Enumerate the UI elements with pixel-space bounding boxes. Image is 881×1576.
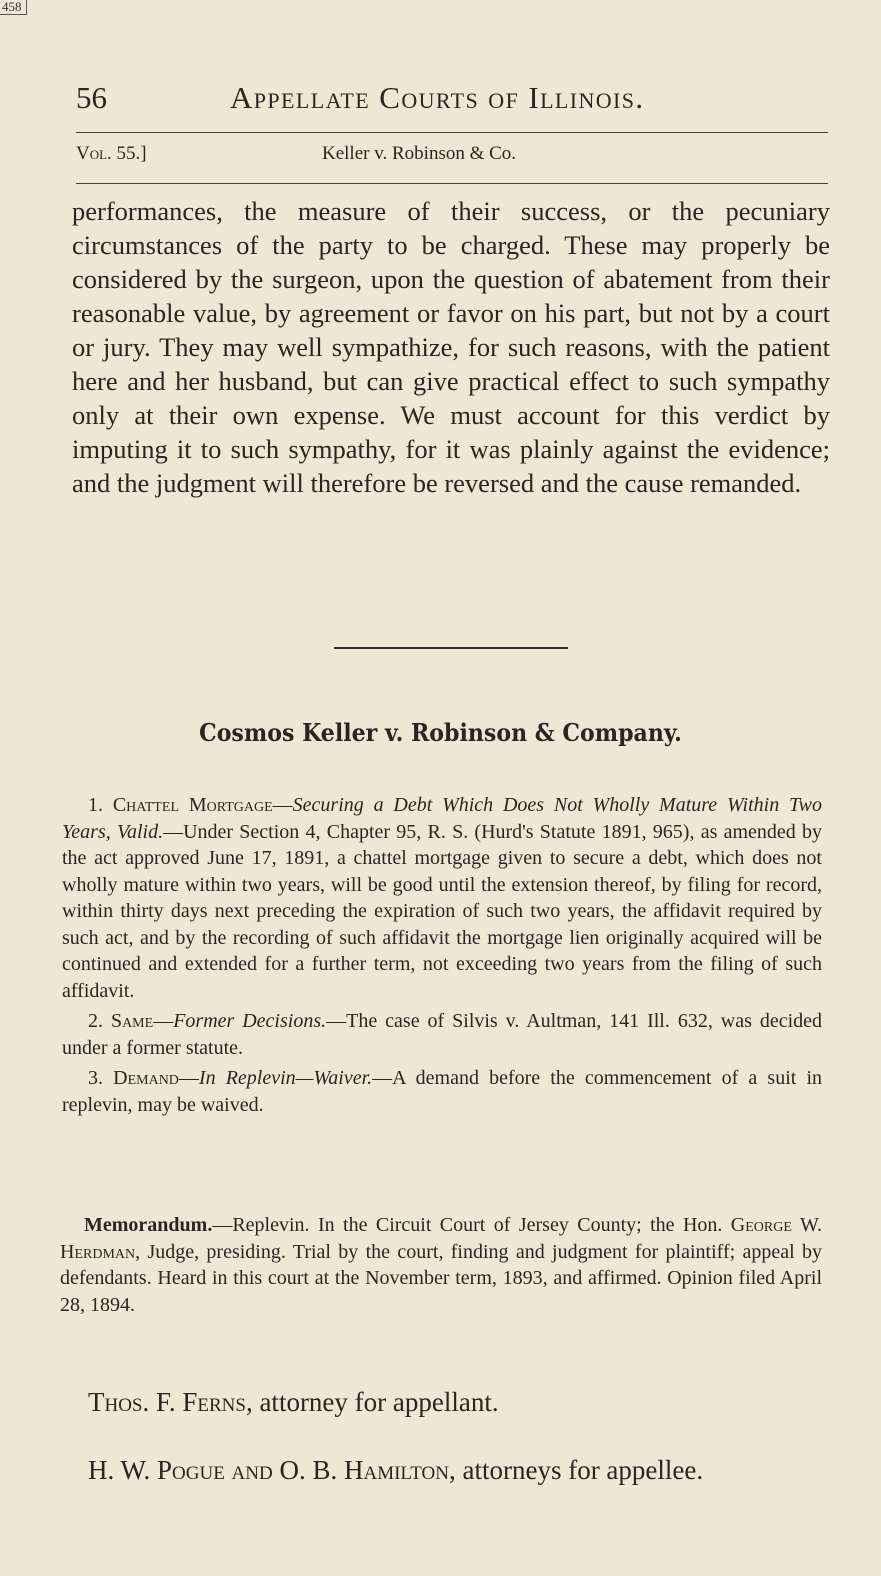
headnote-subtopic: In Replevin—Waiver. bbox=[198, 1067, 373, 1089]
case-title: Cosmos Keller v. Robinson & Company. bbox=[199, 718, 682, 747]
section-divider bbox=[334, 647, 568, 649]
running-head bbox=[76, 80, 816, 120]
headnote-subtopic: Securing a Debt Which Does Not Wholly Mature Within Two Years, Valid. bbox=[62, 794, 823, 843]
headnote-text: A demand before the commencement of a suit in replevin, may be waived. bbox=[62, 1067, 823, 1116]
headnote-3: 3. Demand—In Replevin—Waiver.—A demand before the commencement of a suit in replevin, may be waived. bbox=[62, 1067, 823, 1116]
headnote-2: 2. Same—Former Decisions.—The case of Silvis v. Aultman, 141 Ill. 632, was decided under a former statute. bbox=[62, 1010, 823, 1059]
running-title: Appellate Courts of Illinois. bbox=[230, 80, 645, 115]
memorandum-text-continued: , Judge, presiding. Trial by the court, finding and judgment for plaintiff; appeal by defendants. Heard in this court at the November term, 1893, and affirmed. Opinion filed April 28, 1894. bbox=[60, 1240, 822, 1316]
headnote-number: 3. bbox=[88, 1067, 103, 1089]
memorandum-lead: Memorandum. bbox=[84, 1214, 213, 1236]
memorandum: Memorandum.—Replevin. In the Circuit Court of Jersey County; the Hon. George W. Herdman, Judge, presiding. Trial by the court, finding and judgment for plaintiff; appeal by defendants. Heard in this court at the November term, 1893, and affirmed. Opinion filed April 28, 1894. bbox=[60, 1214, 822, 1316]
attorney-names: Thos. F. Ferns bbox=[88, 1387, 246, 1417]
headnote-subtopic: Former Decisions. bbox=[173, 1010, 327, 1032]
headnote-topic: Chattel Mortgage bbox=[112, 794, 273, 816]
attorney-names: H. W. Pogue and O. B. Hamilton bbox=[88, 1455, 449, 1485]
volume-label: Vol. 55.] bbox=[76, 143, 147, 164]
judge-name: George W. Herdman bbox=[60, 1214, 822, 1263]
case-running-head: Keller v. Robinson & Co. bbox=[322, 143, 517, 164]
page-number: 56 bbox=[76, 80, 107, 115]
headnote-number: 2. bbox=[88, 1010, 103, 1032]
opinion-text-paragraph: performances, the measure of their success, or the pecuniary circumstances of the party to be charged. These may properly be considered by the surgeon, upon the question of abatement from their reasonable value, by agreement or favor on his part, but not by a court or jury. They may well sympathize, for such reasons, with the patient here and her husband, but can give practical effect to such sympathy only at their own expense. We must account for this verdict by imputing it to such sympathy, for it was plainly against the evidence; and the judgment will therefore be reversed and the cause remanded. bbox=[72, 196, 830, 498]
headnote-number: 1. bbox=[88, 794, 103, 816]
appellant-attorney bbox=[88, 1387, 499, 1418]
headnote-text: The case of Silvis v. Aultman, 141 Ill. 632, was decided under a former statute. bbox=[62, 1010, 823, 1059]
headnote-1: 1. Chattel Mortgage—Securing a Debt Which Does Not Wholly Mature Within Two Years, Valid.—Under Section 4, Chapter 95, R. S. (Hurd's Statute 1891, 965), as amended by the act approved June 17, 1891, a chattel mortgage given to secure a debt, which does not wholly mature within two years, will be good until the extension thereof, by filing for record, within thirty days next preceding the expiration of such two years, the affidavit required by such act, and by the recording of such affidavit the mortgage lien originally acquired will be continued and extended for a further term, not exceeding two years from the filing of such affidavit. bbox=[62, 794, 823, 1002]
headnote-topic: Same bbox=[110, 1010, 154, 1032]
header-rule-bottom bbox=[76, 183, 828, 184]
headnotes bbox=[62, 792, 822, 1118]
corner-page-mark: 458 bbox=[0, 0, 27, 15]
attorney-role: , attorney for appellant. bbox=[245, 1387, 499, 1417]
memorandum-text: Replevin. In the Circuit Court of Jersey County; the Hon. bbox=[232, 1214, 731, 1236]
headnote-text: Under Section 4, Chapter 95, R. S. (Hurd's Statute 1891, 965), as amended by the act approved June 17, 1891, a chattel mortgage given to secure a debt, which does not wholly mature within two years, will be good until the extension thereof, by filing for record, within thirty days next preceding the expiration of such two years, the affidavit required by such act, and by the recording of such affidavit the mortgage lien originally acquired will be continued and extended for a further term, not exceeding two years from the filing of such affidavit. bbox=[62, 820, 823, 1002]
attorney-role: , attorneys for appellee. bbox=[448, 1455, 704, 1485]
header-rule-top bbox=[76, 132, 828, 133]
headnote-topic: Demand bbox=[113, 1067, 179, 1089]
appellee-attorneys bbox=[88, 1455, 703, 1486]
